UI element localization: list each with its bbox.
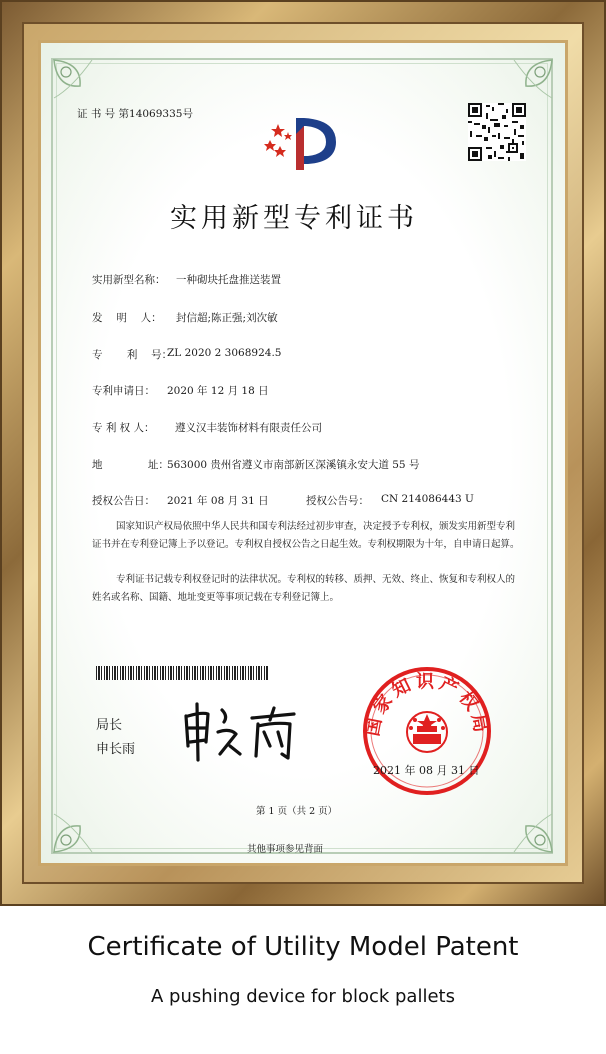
- corner-ornament-bottom-left: [52, 794, 112, 854]
- field-filing-date-label: 专利申请日：: [92, 385, 155, 397]
- field-address-label: 地 址：: [92, 459, 169, 471]
- field-patent-no-label: 专 利 号：: [92, 349, 173, 361]
- corner-ornament-bottom-right: [494, 794, 554, 854]
- barcode: [96, 666, 268, 680]
- field-inventor-label: 发 明 人：: [92, 312, 162, 324]
- seal-date: 2021 年 08 月 31 日: [373, 764, 480, 777]
- field-inventor-value: 封信超;陈正强;刘次敏: [176, 312, 278, 324]
- director-name: 申长雨: [96, 742, 136, 757]
- field-grant-date-label: 授权公告日：: [92, 495, 155, 507]
- field-address-value: 563000 贵州省遵义市南部新区深溪镇永安大道 55 号: [167, 459, 420, 471]
- field-name-value: 一种砌块托盘推送装置: [176, 274, 281, 286]
- director-title: 局长: [96, 718, 123, 733]
- caption-subtitle: A pushing device for block pallets: [151, 986, 455, 1007]
- qr-code-icon: [468, 103, 526, 161]
- caption-title: Certificate of Utility Model Patent: [87, 932, 519, 962]
- field-patentee-label: 专 利 权 人：: [92, 422, 155, 434]
- patent-office-logo-icon: [256, 110, 346, 176]
- footer-note: 其他事项参见背面: [247, 844, 324, 855]
- field-name-label: 实用新型名称：: [92, 274, 166, 286]
- field-patentee-value: 遵义汉丰装饰材料有限责任公司: [175, 422, 322, 434]
- field-grant-no-value: CN 214086443 U: [381, 493, 474, 505]
- field-grant-date-value: 2021 年 08 月 31 日: [167, 495, 269, 507]
- svg-text:国家知识产权局: 国家知识产权局: [362, 671, 492, 738]
- certificate-number: 证 书 号 第14069335号: [77, 108, 193, 120]
- certificate-title: 实用新型专利证书: [170, 203, 418, 234]
- legal-status-paragraph: 专利证书记载专利权登记时的法律状况。专利权的转移、质押、无效、终止、恢复和专利权人的姓名或名称、国籍、地址变更等事项记载在专利登记簿上。: [92, 574, 516, 603]
- page-indicator: 第 1 页（共 2 页）: [256, 806, 338, 817]
- field-filing-date-value: 2020 年 12 月 18 日: [167, 385, 269, 397]
- field-grant-no-label: 授权公告号：: [306, 495, 369, 507]
- director-signature: [178, 698, 308, 764]
- grant-statement-paragraph: 国家知识产权局依照中华人民共和国专利法经过初步审查，决定授予专利权，颁发实用新型专利证书并在专利登记簿上予以登记。专利权自授权公告之日起生效。专利权期限为十年，自申请日起算。: [92, 521, 520, 550]
- field-patent-no-value: ZL 2020 2 3068924.5: [167, 347, 282, 359]
